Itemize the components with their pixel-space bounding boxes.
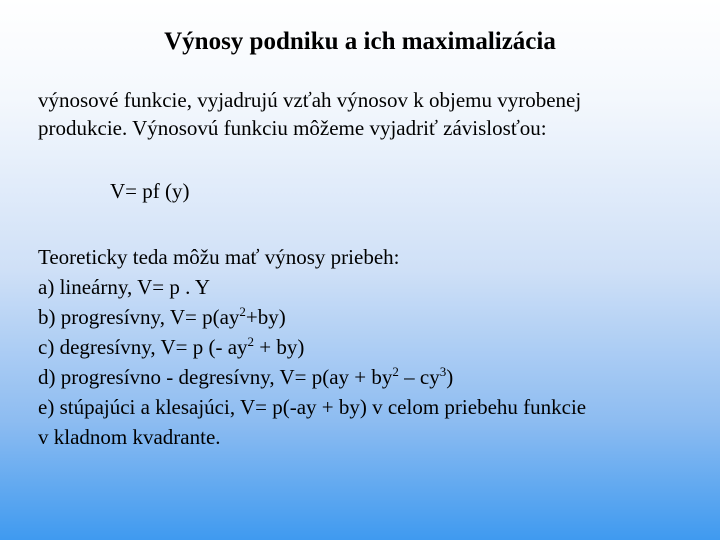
item-d-exponent-2: 3 <box>439 364 447 379</box>
item-b-exponent: 2 <box>239 304 246 319</box>
intro-line-2: produkcie. Výnosovú funkciu môžeme vyjadriť závislosťou: <box>38 116 547 140</box>
revenue-formula: V= pf (y) <box>110 179 190 203</box>
item-d-text: d) progresívno - degresívny, V= p(ay + by <box>38 365 393 389</box>
item-d-text-mid: – cy <box>398 365 440 389</box>
item-c-text-end: + by) <box>254 335 305 359</box>
list-heading: Teoreticky teda môžu mať výnosy priebeh: <box>38 245 400 269</box>
item-d-exponent-1: 2 <box>392 364 399 379</box>
slide-title: Výnosy podniku a ich maximalizácia <box>164 28 556 55</box>
list-item-a: a) lineárny, V= p . Y <box>38 275 211 299</box>
list-item-b <box>38 302 698 332</box>
item-c-text: c) degresívny, V= p (- ay <box>38 335 248 359</box>
item-b-text-end: +by) <box>245 305 286 329</box>
list-item-c <box>38 332 698 362</box>
list-item-e-line-1: e) stúpajúci a klesajúci, V= p(-ay + by) v celom priebehu funkcie <box>38 395 587 419</box>
intro-paragraph <box>38 86 698 142</box>
item-c-exponent: 2 <box>247 334 255 349</box>
intro-line-1: výnosové funkcie, vyjadrujú vzťah výnosov k objemu vyrobenej <box>38 88 582 112</box>
item-b-text: b) progresívny, V= p(ay <box>38 305 240 329</box>
item-d-text-end: ) <box>446 365 454 389</box>
revenue-types-list <box>38 242 698 452</box>
list-item-e-line-2: v kladnom kvadrante. <box>38 425 221 449</box>
list-item-d <box>38 362 698 392</box>
